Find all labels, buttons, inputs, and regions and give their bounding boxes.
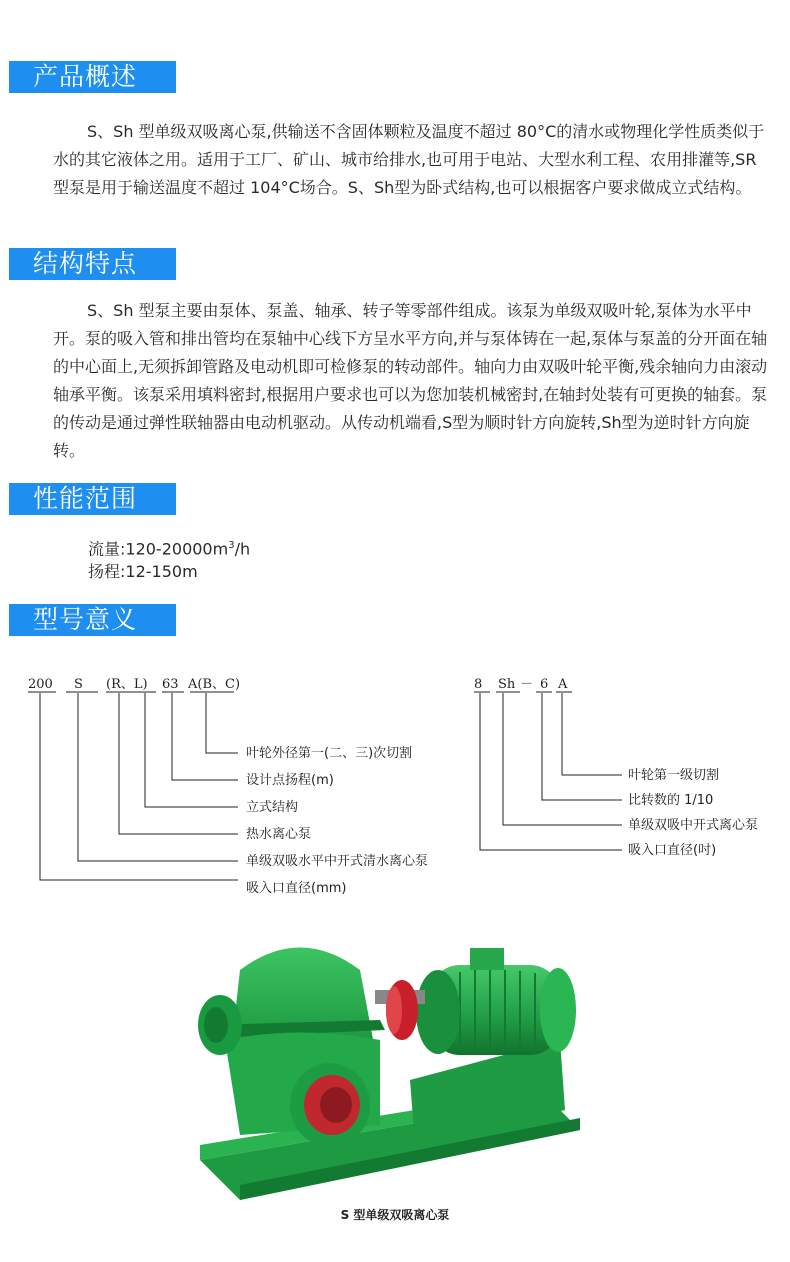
right-label-0: 叶轮第一级切割 (628, 768, 720, 783)
section-title-overview: 产品概述 (9, 61, 176, 93)
left-label-0: 叶轮外径第一(二、三)次切割 (246, 746, 413, 761)
right-label-1: 比转数的 1/10 (628, 793, 714, 808)
right-label-2: 单级双吸中开式离心泵 (628, 818, 759, 833)
section-title-performance: 性能范围 (9, 483, 176, 515)
overview-paragraph (53, 118, 773, 202)
left-code-0: 200 (28, 677, 53, 692)
section-title-structure: 结构特点 (9, 248, 176, 280)
left-code-1: S (74, 677, 83, 692)
left-code-2: (R、L) (106, 677, 148, 692)
pump-illustration (180, 930, 600, 1200)
section-title-model: 型号意义 (9, 604, 176, 636)
right-code-2: － (520, 677, 534, 692)
motor (416, 948, 576, 1055)
left-label-4: 单级双吸水平中开式清水离心泵 (246, 854, 429, 869)
coupling (375, 980, 425, 1040)
performance-head: 扬程:12-150m (88, 562, 198, 581)
overview-text: S、Sh 型单级双吸离心泵,供输送不含固体颗粒及温度不超过 80°C的清水或物理化学性质类似于水的其它液体之用。适用于工厂、矿山、城市给排水,也可用于电站、大型水利工程、农用排灌等,SR 型泵是用于输送温度不超过 104°C场合。S、Sh型为卧式结构,也可以根据客户要求做成立式结构。 (53, 122, 765, 197)
right-code-0: 8 (474, 677, 483, 692)
right-code-1: Sh (498, 677, 516, 692)
left-label-5: 吸入口直径(mm) (246, 881, 347, 896)
left-code-4: A(B、C) (188, 677, 241, 692)
left-label-2: 立式结构 (246, 800, 299, 815)
image-caption: S 型单级双吸离心泵 (340, 1208, 450, 1222)
right-code-3: 6 (540, 677, 549, 692)
right-code-4: A (558, 677, 568, 692)
left-code-3: 63 (162, 677, 179, 692)
structure-paragraph (53, 297, 773, 465)
right-label-3: 吸入口直径(吋) (628, 843, 717, 858)
pump-casing (198, 948, 385, 1148)
structure-text: S、Sh 型泵主要由泵体、泵盖、轴承、转子等零部件组成。该泵为单级双吸叶轮,泵体为水平中开。泵的吸入管和排出管均在泵轴中心线下方呈水平方向,并与泵体铸在一起,泵体与泵盖的分开面在轴的中心面上,无须拆卸管路及电动机即可检修泵的转动部件。轴向力由双吸叶轮平衡,残余轴向力由滚动轴承平衡。该泵采用填料密封,根据用户要求也可以为您加装机械密封,在轴封处装有可更换的轴套。泵的传动是通过弹性联轴器由电动机驱动。从传动机端看,S型为顺时针方向旋转,Sh型为逆时针方向旋转。 (53, 301, 768, 460)
left-label-1: 设计点扬程(m) (246, 773, 334, 788)
performance-flow: 流量$:120-20000m^3/h$ (88, 539, 251, 559)
left-label-3: 热水离心泵 (246, 827, 312, 842)
model-diagram (0, 660, 790, 910)
